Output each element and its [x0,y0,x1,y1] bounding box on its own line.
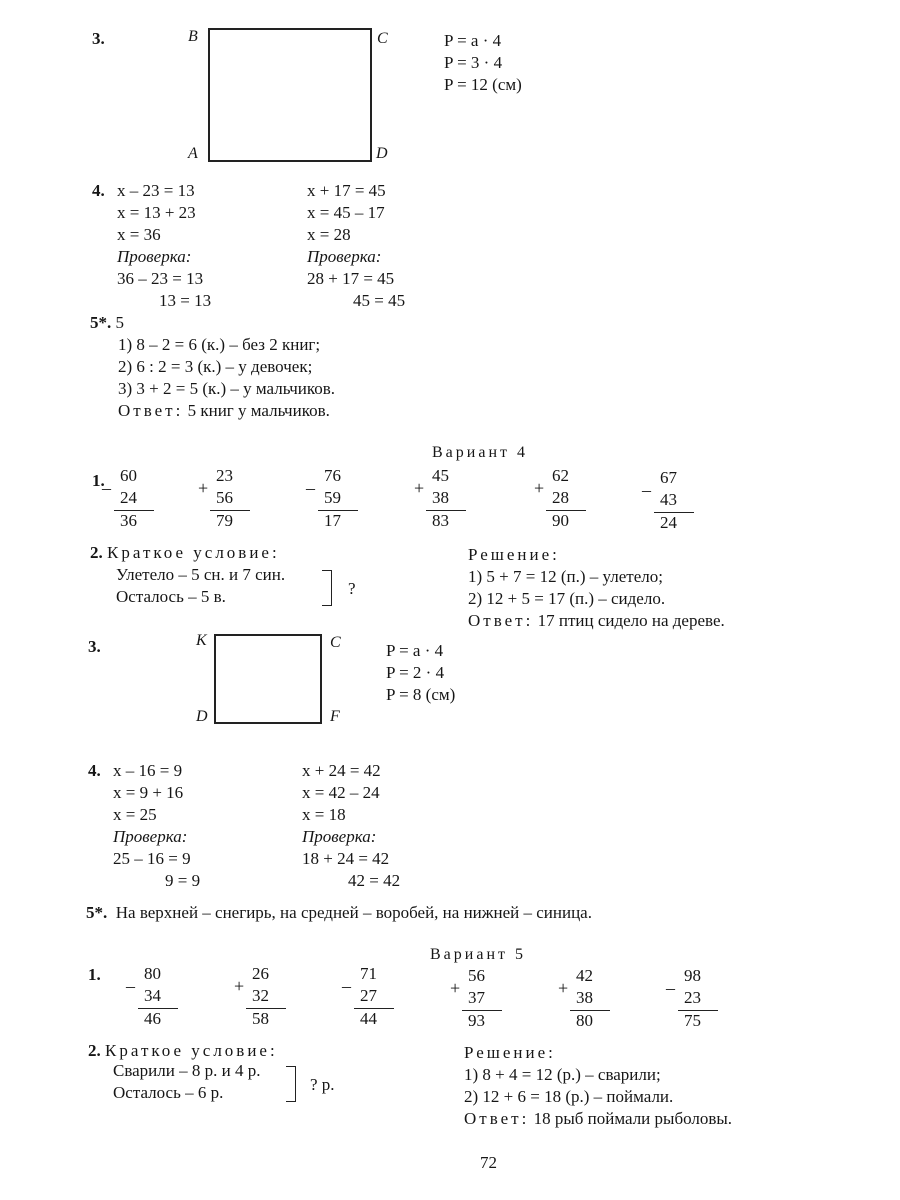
task-number: 1. [92,471,105,490]
task-number: 4. [92,181,105,200]
column-arithmetic: + 26 32 58 [234,964,304,1034]
vertex-label: B [188,28,198,45]
vertex-label: F [330,708,340,725]
brace-icon [286,1066,296,1102]
perimeter-formula: P = a · 4 P = 3 · 4 P = 12 (см) [444,31,522,94]
task-number: 3. [88,637,101,656]
equation-left: x – 16 = 9 x = 9 + 16 x = 25 Проверка: 25 – 16 = 9 9 = 9 [113,761,201,890]
perimeter-formula: P = a · 4 P = 2 · 4 P = 8 (см) [386,641,456,704]
variant-title: Вариант 4 [432,444,528,461]
column-arithmetic: – 71 27 44 [342,964,412,1034]
square-abcd [208,28,372,162]
task5-solution: 1) 8 – 2 = 6 (к.) – без 2 книг; 2) 6 : 2 = 3 (к.) – у девочек; 3) 3 + 2 = 5 (к.) – у мальчиков. Ответ: 5 книг у мальчиков. [118,335,336,420]
column-arithmetic: + 23 56 79 [198,466,268,536]
column-arithmetic: + 45 38 83 [414,466,484,536]
square-kcdf [214,634,322,724]
variant-title: Вариант 5 [430,946,526,963]
condition-header: 2. Краткое условие: [88,1041,278,1060]
vertex-label: D [196,708,208,725]
column-arithmetic: + 56 37 93 [450,966,520,1036]
brace-icon [322,570,332,606]
question-label: ? р. [310,1075,335,1094]
page-number: 72 [480,1153,497,1172]
task5-answer: 5*. На верхней – снегирь, на средней – воробей, на нижней – синица. [86,903,592,922]
column-arithmetic: – 98 23 75 [666,966,736,1036]
task-number: 1. [88,965,101,984]
task-number: 4. [88,761,101,780]
column-arithmetic: – 76 59 17 [306,466,376,536]
column-arithmetic: + 42 38 80 [558,966,628,1036]
task-number: 3. [92,29,105,48]
solution: Решение: 1) 5 + 7 = 12 (п.) – улетело; 2) 12 + 5 = 17 (п.) – сидело. Ответ: 17 птиц сидело на дереве. [468,545,725,630]
column-arithmetic: – 60 24 36 [102,466,172,536]
task5-header: 5*. 5 [90,313,124,332]
vertex-label: D [376,145,388,162]
column-arithmetic: – 67 43 24 [642,468,712,538]
vertex-label: C [377,30,388,47]
equation-right: x + 17 = 45 x = 45 – 17 x = 28 Проверка: 28 + 17 = 45 45 = 45 [307,181,406,310]
question-mark: ? [348,579,356,598]
condition-header: 2. Краткое условие: [90,543,280,562]
vertex-label: C [330,634,341,651]
equation-right: x + 24 = 42 x = 42 – 24 x = 18 Проверка: 18 + 24 = 42 42 = 42 [302,761,401,890]
short-condition: Сварили – 8 р. и 4 р. Осталось – 6 р. [113,1061,261,1102]
column-arithmetic: – 80 34 46 [126,964,196,1034]
equation-left: x – 23 = 13 x = 13 + 23 x = 36 Проверка: 36 – 23 = 13 13 = 13 [117,181,212,310]
vertex-label: K [196,632,207,649]
column-arithmetic: + 62 28 90 [534,466,604,536]
solution: Решение: 1) 8 + 4 = 12 (р.) – сварили; 2) 12 + 6 = 18 (р.) – поймали. Ответ: 18 рыб поймали рыболовы. [464,1043,733,1128]
short-condition: Улетело – 5 сн. и 7 син. Осталось – 5 в. [116,565,286,606]
vertex-label: A [188,145,198,162]
